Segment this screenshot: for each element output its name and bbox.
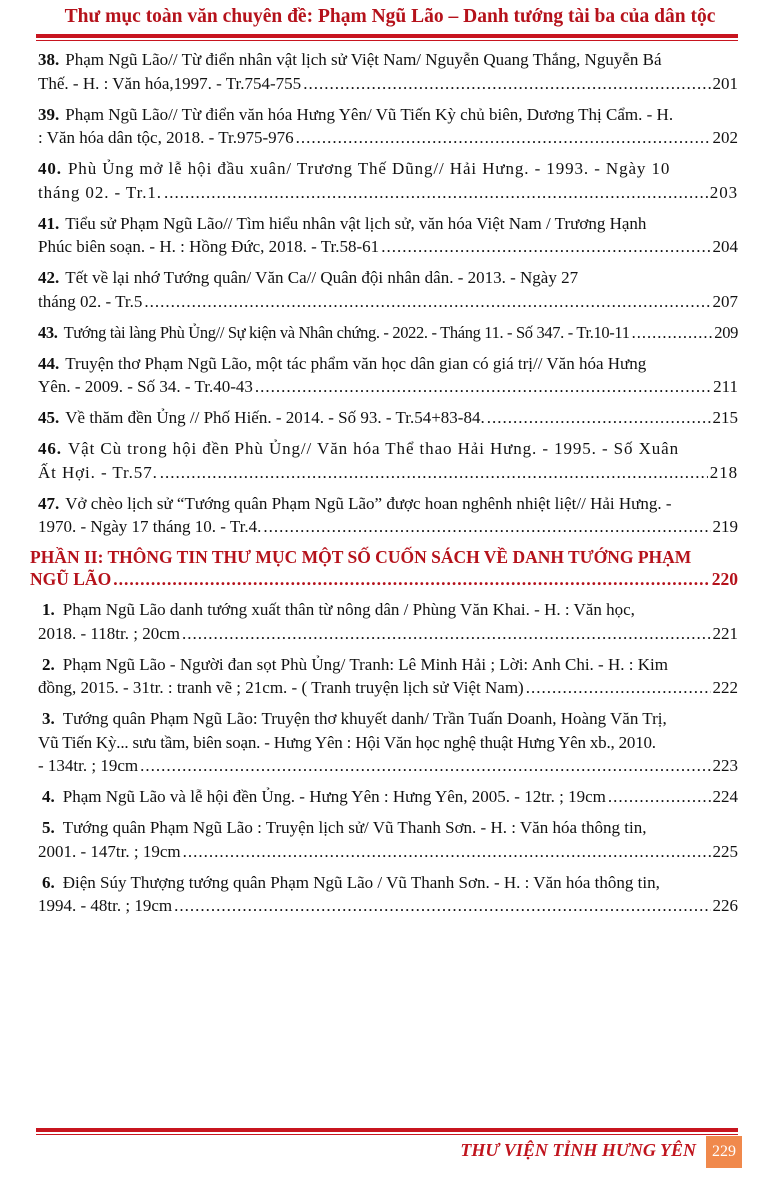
page-footer	[0, 1128, 780, 1200]
entry-text: tháng 02. - Tr.1.	[38, 182, 162, 202]
dot-leader	[526, 676, 711, 700]
entry-text: Yên. - 2009. - Số 34. - Tr.40-43	[38, 377, 253, 396]
entry-text: Phạm Ngũ Lão - Người đan sọt Phù Ủng/ Tranh: Lê Minh Hải ; Lời: Anh Chi. - H. : Kim	[62, 654, 668, 674]
entry-number: 46.	[38, 439, 62, 458]
footer-rule-thin	[36, 1134, 738, 1135]
dot-leader	[182, 622, 711, 646]
part-heading-page: 220	[711, 569, 738, 589]
entry-text: Thế. - H. : Văn hóa,1997. - Tr.754-755	[38, 73, 302, 93]
header-title: Thư mục toàn văn chuyên đề: Phạm Ngũ Lão – Danh tướng tài ba của dân tộc	[64, 6, 716, 27]
entry-page: 207	[712, 291, 738, 311]
entry-page: 201	[712, 73, 738, 93]
bib-entry-41	[38, 212, 738, 259]
entry-page: 226	[712, 896, 738, 915]
entry-page: 211	[713, 377, 738, 396]
entry-text: Phúc biên soạn. - H. : Hồng Đức, 2018. - Tr.58-61	[38, 237, 380, 256]
entry-text: Vật Cù trong hội đền Phù Ủng// Văn hóa Thể thao Hải Hưng. - 1995. - Số Xuân	[67, 439, 680, 458]
entry-page: 209	[714, 322, 738, 342]
entry-page: 225	[712, 841, 738, 861]
entry-page: 219	[712, 517, 738, 536]
entry-text: Phạm Ngũ Lão danh tướng xuất thân từ nông dân / Phùng Văn Khai. - H. : Văn học,	[62, 600, 635, 619]
entry-text: Vũ Tiến Kỳ... sưu tầm, biên soạn. - Hưng Yên : Hội Văn học nghệ thuật Hưng Yên xb., 2010.	[38, 732, 656, 752]
header-rule-thin	[36, 40, 738, 41]
entry-number: 42.	[38, 268, 60, 287]
bib-entry-43	[38, 321, 738, 345]
entry-number: 44.	[38, 353, 60, 373]
entry-text: Vở chèo lịch sử “Tướng quân Phạm Ngũ Lão” được hoan nghênh nhiệt liệt// Hải Hưng. -	[65, 493, 672, 513]
part-heading-text: NGŨ LÃO	[30, 569, 112, 589]
dot-leader	[296, 126, 711, 150]
entry-page: 203	[709, 182, 738, 202]
entry-text: Phù Ủng mở lễ hội đầu xuân/ Trương Thế Dũng// Hải Hưng. - 1993. - Ngày 10	[67, 159, 671, 178]
entry-page: 222	[712, 678, 738, 697]
header-rule	[36, 34, 738, 38]
dot-leader	[381, 235, 710, 259]
page-header	[0, 0, 780, 40]
bib-entry-46	[38, 437, 738, 484]
entry-number: 43.	[38, 322, 58, 342]
entry-page: 202	[712, 128, 738, 147]
entry-page: 223	[712, 756, 738, 775]
entry-text: Tướng quân Phạm Ngũ Lão : Truyện lịch sử/ Vũ Thanh Sơn. - H. : Văn hóa thông tin,	[62, 818, 647, 837]
entry-number: 40.	[38, 159, 62, 178]
dot-leader	[303, 72, 710, 96]
entry-number: 41.	[38, 213, 60, 233]
entry-number: 47.	[38, 493, 60, 513]
dot-leader	[487, 406, 711, 430]
bib-entry-42	[38, 266, 738, 313]
entry-text: 2018. - 118tr. ; 20cm	[38, 623, 180, 643]
library-name: THƯ VIỆN TỈNH HƯNG YÊN	[460, 1140, 696, 1160]
book-entry-3	[38, 707, 738, 778]
part-two-heading	[30, 546, 738, 590]
entry-text: Phạm Ngũ Lão và lễ hội đền Ủng. - Hưng Yên : Hưng Yên, 2005. - 12tr. ; 19cm	[62, 787, 606, 806]
dot-leader	[255, 375, 711, 399]
entry-text: Phạm Ngũ Lão// Từ điển văn hóa Hưng Yên/ Vũ Tiến Kỳ chủ biên, Dương Thị Cẩm. - H.	[65, 104, 674, 124]
bib-entry-38	[38, 48, 738, 95]
dot-leader	[174, 894, 710, 918]
entry-text: Điện Súy Thượng tướng quân Phạm Ngũ Lão / Vũ Thanh Sơn. - H. : Văn hóa thông tin,	[62, 872, 660, 892]
entry-number: 2.	[42, 654, 55, 674]
part-heading-text: PHẦN II: THÔNG TIN THƯ MỤC MỘT SỐ CUỐN SÁCH VỀ DANH TƯỚNG PHẠM	[30, 547, 692, 567]
dot-leader	[164, 181, 708, 205]
entry-page: 224	[712, 787, 738, 806]
entry-number: 4.	[42, 787, 55, 806]
bibliography-content	[30, 48, 738, 925]
entry-text: 2001. - 147tr. ; 19cm	[38, 841, 181, 861]
entry-text: - 134tr. ; 19cm	[38, 756, 139, 775]
entry-page: 215	[712, 408, 738, 427]
dot-leader	[183, 840, 711, 864]
entry-number: 38.	[38, 50, 60, 69]
entry-text: đồng, 2015. - 31tr. : tranh vẽ ; 21cm. - ( Tranh truyện lịch sử Việt Nam)	[38, 678, 524, 697]
bib-entry-47	[38, 492, 738, 539]
dot-leader	[608, 785, 711, 809]
entry-text: Về thăm đền Ủng // Phố Hiến. - 2014. - Số 93. - Tr.54+83-84.	[65, 408, 485, 427]
book-entry-5	[38, 816, 738, 863]
entry-text: Tướng tài làng Phù Ủng// Sự kiện và Nhân chứng. - 2022. - Tháng 11. - Số 347. - Tr.10-11	[63, 322, 630, 342]
entry-text: Tiểu sử Phạm Ngũ Lão// Tìm hiểu nhân vật lịch sử, văn hóa Việt Nam / Trương Hạnh	[65, 213, 647, 233]
entry-text: Phạm Ngũ Lão// Từ điển nhân vật lịch sử Việt Nam/ Nguyễn Quang Thắng, Nguyễn Bá	[65, 50, 662, 69]
book-entry-6	[38, 871, 738, 918]
dot-leader	[113, 568, 710, 590]
entry-text: Ất Hợi. - Tr.57.	[38, 462, 158, 482]
entry-number: 5.	[42, 818, 55, 837]
bib-entry-44	[38, 352, 738, 399]
dot-leader	[160, 461, 708, 485]
entry-text: tháng 02. - Tr.5	[38, 291, 143, 311]
book-entry-4	[38, 785, 738, 809]
bib-entry-40	[38, 157, 738, 204]
footer-rule	[36, 1128, 738, 1132]
entry-page: 218	[709, 462, 738, 482]
bib-entry-39	[38, 103, 738, 150]
book-entry-2	[38, 653, 738, 700]
entry-text: 1970. - Ngày 17 tháng 10. - Tr.4.	[38, 517, 262, 536]
entry-text: Tướng quân Phạm Ngũ Lão: Truyện thơ khuyết danh/ Trần Tuấn Doanh, Hoàng Văn Trị,	[62, 709, 667, 728]
entry-number: 6.	[42, 872, 55, 892]
entry-page: 204	[712, 237, 738, 256]
dot-leader	[144, 290, 710, 314]
entry-page: 221	[712, 623, 738, 643]
entry-text: Truyện thơ Phạm Ngũ Lão, một tác phẩm văn học dân gian có giá trị// Văn hóa Hưng	[65, 353, 647, 373]
dot-leader	[140, 754, 710, 778]
page-number: 229	[706, 1136, 742, 1168]
entry-text: 1994. - 48tr. ; 19cm	[38, 896, 173, 915]
entry-number: 39.	[38, 104, 60, 124]
entry-number: 3.	[42, 709, 55, 728]
entry-number: 45.	[38, 408, 60, 427]
entry-text: : Văn hóa dân tộc, 2018. - Tr.975-976	[38, 128, 294, 147]
bib-entry-45	[38, 406, 738, 430]
dot-leader	[263, 515, 710, 539]
book-entry-1	[38, 598, 738, 645]
entry-number: 1.	[42, 600, 55, 619]
entry-text: Tết về lại nhớ Tướng quân/ Văn Ca// Quân đội nhân dân. - 2013. - Ngày 27	[65, 268, 579, 287]
dot-leader	[632, 321, 713, 345]
